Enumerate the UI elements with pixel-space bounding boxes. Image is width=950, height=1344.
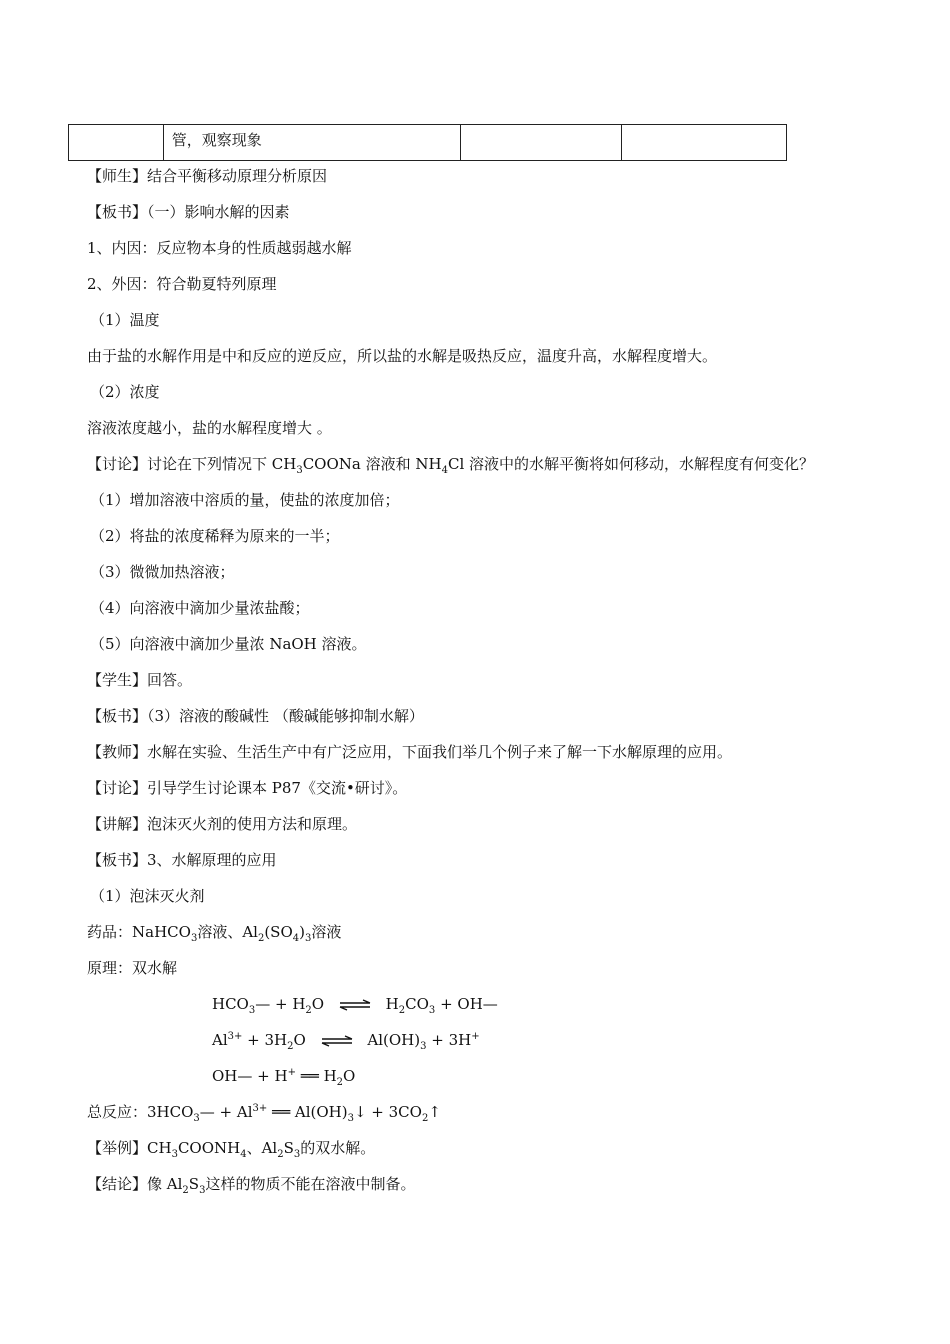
subscript: 3 <box>420 1041 427 1052</box>
text-line: 【板书】（3）溶液的酸碱性 （酸碱能够抑制水解） <box>87 707 424 725</box>
text-span: H <box>385 995 399 1013</box>
text-line: 1、内因：反应物本身的性质越弱越水解 <box>87 239 352 257</box>
text-line: 2、外因：符合勒夏特列原理 <box>87 275 277 293</box>
table-cell <box>461 125 623 160</box>
text-span: O <box>293 1031 306 1049</box>
text-line <box>87 1174 415 1194</box>
text-line: （3）微微加热溶液； <box>90 563 235 581</box>
text-span: 【举例】CH <box>87 1139 172 1157</box>
text-line: 由于盐的水解作用是中和反应的逆反应，所以盐的水解是吸热反应，温度升高，水解程度增大。 <box>87 347 718 365</box>
text-span: COONH <box>177 1139 241 1157</box>
table-cell <box>622 125 786 160</box>
text-span: Al(OH) <box>367 1031 421 1049</box>
subscript: 4 <box>240 1149 247 1160</box>
text-span: Cl 溶液中的水解平衡将如何移动，水解程度有何变化？ <box>447 455 815 473</box>
subscript: 3 <box>171 1149 178 1160</box>
text-span: 【讨论】讨论在下列情况下 CH <box>87 455 297 473</box>
subscript: 2 <box>277 1149 284 1160</box>
text-span: ══ H <box>295 1067 337 1085</box>
text-span: — + Al <box>199 1103 253 1121</box>
table-cell: 管，观察现象 <box>164 125 461 160</box>
equation-2 <box>212 1030 480 1050</box>
text-line: 原理：双水解 <box>87 959 178 977</box>
text-span: 的双水解。 <box>300 1139 376 1157</box>
text-span: — + H <box>255 995 306 1013</box>
text-span: 药品：NaHCO <box>87 923 191 941</box>
superscript: + <box>287 1067 296 1078</box>
text-line: 【板书】（一）影响水解的因素 <box>87 203 290 221</box>
text-span: CO <box>405 995 429 1013</box>
text-span: ══ Al(OH) <box>267 1103 348 1121</box>
subscript: 3 <box>347 1113 354 1124</box>
subscript: 4 <box>441 465 448 476</box>
text-line: 【学生】回答。 <box>87 671 193 689</box>
subscript: 3 <box>428 1005 436 1016</box>
table-cell <box>69 125 164 160</box>
text-span: COONa 溶液和 NH <box>302 455 442 473</box>
text-line: （2）浓度 <box>90 383 160 401</box>
text-span: Al <box>212 1031 228 1049</box>
equation-3 <box>212 1066 355 1086</box>
text-line: （4）向溶液中滴加少量浓盐酸； <box>90 599 310 617</box>
text-span: ↓ + 3CO <box>353 1103 422 1121</box>
total-reaction <box>87 1102 441 1122</box>
subscript: 2 <box>336 1077 344 1088</box>
subscript: 3 <box>193 1113 200 1124</box>
text-line: （1）泡沫灭火剂 <box>90 887 205 905</box>
text-span: ↑ <box>428 1103 441 1121</box>
text-line: （5）向溶液中滴加少量浓 NaOH 溶液。 <box>90 635 367 653</box>
text-line: 溶液浓度越小，盐的水解程度增大 。 <box>87 419 332 437</box>
text-span: OH— + H <box>212 1067 288 1085</box>
subscript: 4 <box>292 933 300 944</box>
text-line: 【师生】结合平衡移动原理分析原因 <box>87 167 328 185</box>
text-line <box>87 922 341 942</box>
text-span: O <box>311 995 325 1013</box>
subscript: 2 <box>257 933 265 944</box>
equation-1 <box>212 994 498 1014</box>
subscript: 3 <box>296 465 303 476</box>
text-span: 溶液、Al <box>197 923 258 941</box>
subscript: 3 <box>305 933 312 944</box>
equilibrium-arrow-icon <box>339 999 371 1011</box>
superscript: 3+ <box>252 1103 268 1114</box>
text-span: 这样的物质不能在溶液中制备。 <box>205 1175 416 1193</box>
subscript: 3 <box>190 933 198 944</box>
text-span: ) <box>299 923 305 941</box>
subscript: 2 <box>287 1041 294 1052</box>
experiment-table <box>68 124 787 161</box>
text-span: 总反应：3HCO <box>87 1103 194 1121</box>
subscript: 2 <box>398 1005 406 1016</box>
text-line: 【讨论】引导学生讨论课本 P87《交流•研讨》。 <box>87 779 408 797</box>
text-line: 【板书】3、水解原理的应用 <box>87 851 277 869</box>
text-line: 【教师】水解在实验、生活生产中有广泛应用，下面我们举几个例子来了解一下水解原理的应用。 <box>87 743 733 761</box>
subscript: 3 <box>199 1185 206 1196</box>
text-span: S <box>283 1139 294 1157</box>
text-span: + 3H <box>426 1031 472 1049</box>
subscript: 3 <box>293 1149 301 1160</box>
text-line <box>87 454 814 474</box>
text-span: (SO <box>264 923 293 941</box>
superscript: 3+ <box>227 1031 243 1042</box>
text-span: 、Al <box>246 1139 278 1157</box>
text-span: HCO <box>212 995 249 1013</box>
subscript: 2 <box>421 1113 429 1124</box>
text-span: + 3H <box>242 1031 288 1049</box>
subscript: 2 <box>182 1185 189 1196</box>
text-span: O <box>343 1067 356 1085</box>
text-span: 【结论】像 Al <box>87 1175 183 1193</box>
superscript: + <box>471 1031 480 1042</box>
text-line: （1）温度 <box>90 311 160 329</box>
text-line <box>87 1138 375 1158</box>
text-line: （2）将盐的浓度稀释为原来的一半； <box>90 527 340 545</box>
subscript: 3 <box>248 1005 256 1016</box>
text-line: 【讲解】泡沫灭火剂的使用方法和原理。 <box>87 815 358 833</box>
subscript: 2 <box>305 1005 312 1016</box>
text-span: + OH— <box>435 995 498 1013</box>
text-span: S <box>188 1175 200 1193</box>
text-line: （1）增加溶液中溶质的量，使盐的浓度加倍； <box>90 491 400 509</box>
equilibrium-arrow-icon <box>321 1035 353 1047</box>
text-span: 溶液 <box>311 923 342 941</box>
